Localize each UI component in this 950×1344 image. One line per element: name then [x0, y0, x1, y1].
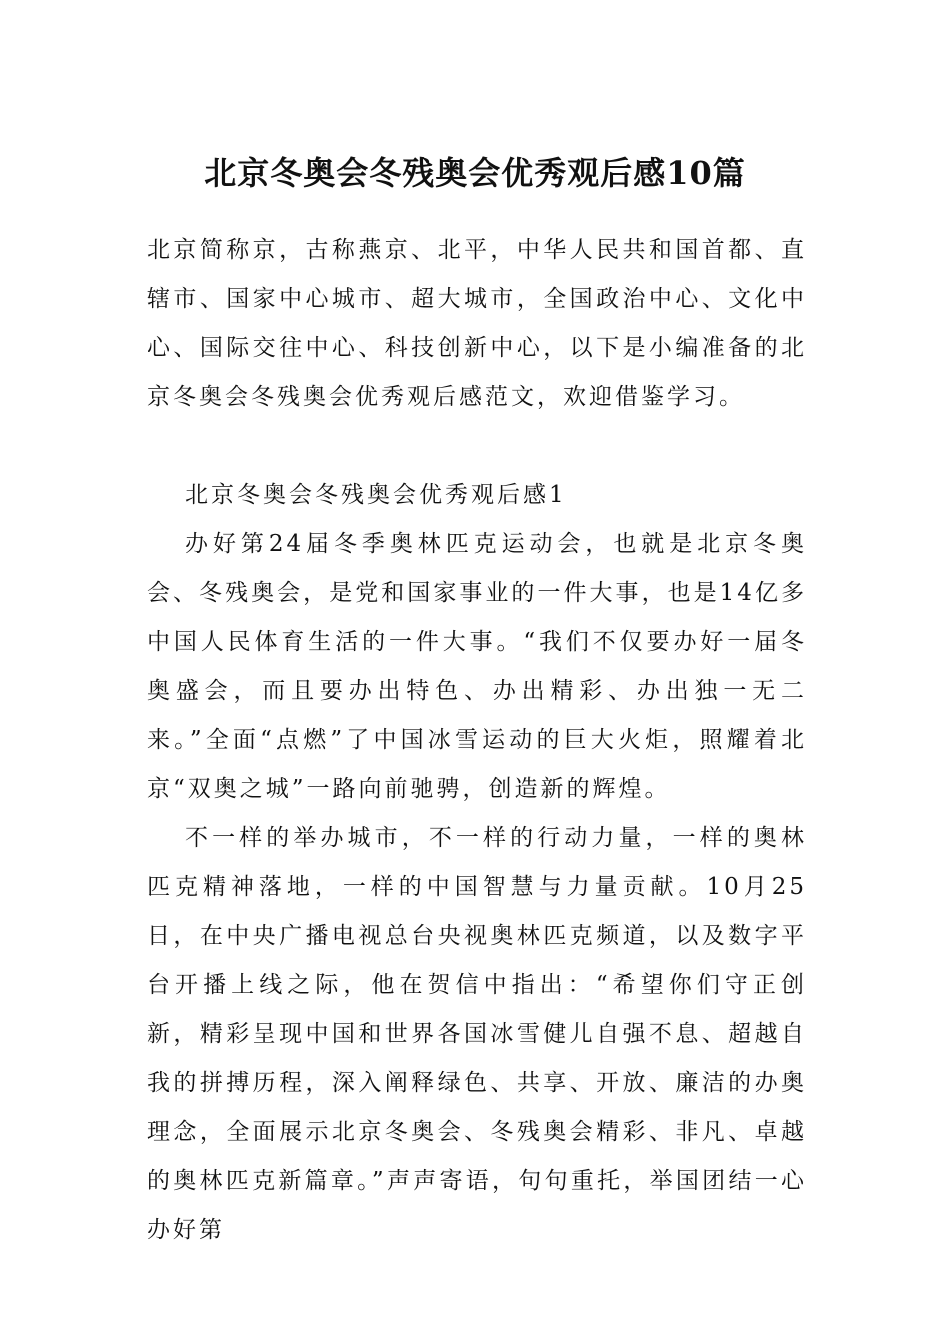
section-heading: 北京冬奥会冬残奥会优秀观后感1 — [185, 482, 567, 508]
body-paragraph-1: 办好第24届冬季奥林匹克运动会，也就是北京冬奥会、冬残奥会，是党和国家事业的一件大事，也是14亿多中国人民体育生活的一件大事。“我们不仅要办好一届冬奥盛会，而且要办出特色、办出精彩、办出独一无二来。”全面“点燃”了中国冰雪运动的巨大火炬，照耀着北京“双奥之城”一路向前驰骋，创造新的辉煌。 — [147, 531, 807, 802]
body-paragraph-2: 不一样的举办城市，不一样的行动力量，一样的奥林匹克精神落地，一样的中国智慧与力量贡献。10月25日，在中央广播电视总台央视奥林匹克频道，以及数字平台开播上线之际，他在贺信中指出：“希望你们守正创新，精彩呈现中国和世界各国冰雪健儿自强不息、超越自我的拼搏历程，深入阐释绿色、共享、开放、廉洁的办奥理念，全面展示北京冬奥会、冬残奥会精彩、非凡、卓越的奥林匹克新篇章。”声声寄语，句句重托，举国团结一心办好第 — [147, 825, 807, 1243]
intro-paragraph: 北京简称京，古称燕京、北平，中华人民共和国首都、直辖市、国家中心城市、超大城市，全国政治中心、文化中心、国际交往中心、科技创新中心，以下是小编准备的北京冬奥会冬残奥会优秀观后感范文，欢迎借鉴学习。 — [147, 237, 807, 410]
document-title: 北京冬奥会冬残奥会优秀观后感10篇 — [204, 154, 746, 193]
document-body — [147, 226, 807, 1255]
